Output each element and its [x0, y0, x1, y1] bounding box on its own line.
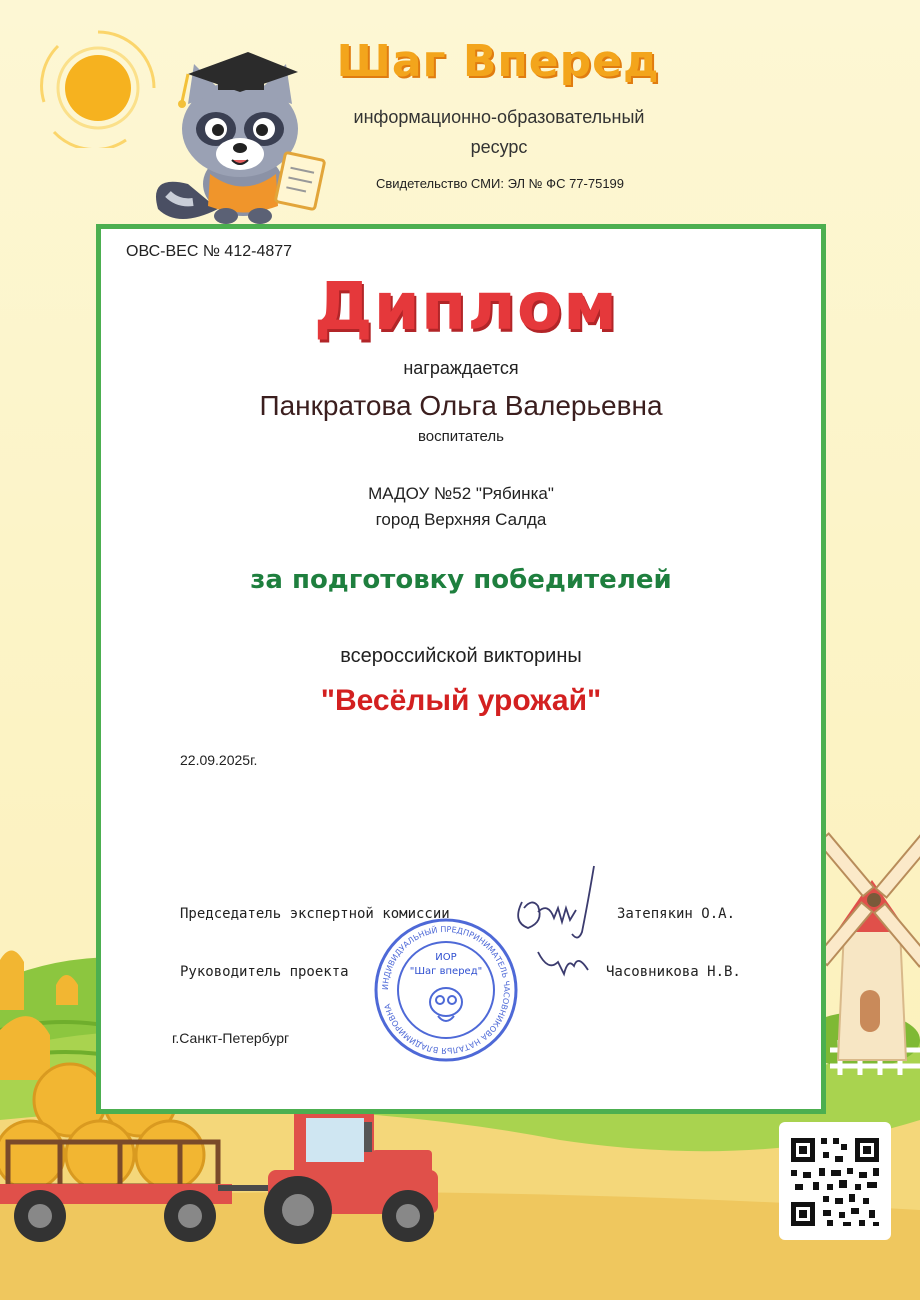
chair-name: Затепякин О.А. [617, 906, 736, 922]
signature [508, 862, 618, 992]
organization-block [96, 481, 826, 533]
awarded-text: награждается [403, 358, 519, 378]
brand-title: Шаг Вперед [336, 36, 660, 87]
organization-city: город Верхняя Салда [375, 510, 547, 529]
chair-label: Председатель экспертной комиссии [180, 906, 450, 922]
award-reason: за подготовку победителей [250, 565, 672, 595]
stamp-ring-text: ИНДИВИДУАЛЬНЫЙ ПРЕДПРИНИМАТЕЛЬ ЧАСОВНИКОВА НАТАЛЬЯ ВЛАДИМИРОВНА [380, 924, 512, 1056]
event-type: всероссийской викторины [340, 645, 582, 667]
lead-label: Руководитель проекта [180, 964, 349, 980]
stamp-center-line-1: ИОР [435, 952, 457, 963]
issue-city: г.Санкт-Петербург [172, 1030, 290, 1046]
lead-name: Часовникова Н.В. [606, 964, 741, 980]
qr-code[interactable] [779, 1122, 891, 1240]
stamp-center-line-2: "Шаг вперед" [409, 966, 483, 977]
event-name: "Весёлый урожай" [320, 684, 602, 717]
qr-code-graphic [779, 1122, 891, 1240]
issue-date: 22.09.2025г. [180, 752, 258, 768]
recipient-name: Панкратова Ольга Валерьевна [259, 390, 663, 421]
svg-text:ИНДИВИДУАЛЬНЫЙ ПРЕДПРИНИМАТЕЛЬ [381, 924, 511, 1055]
raccoon-mascot [148, 34, 338, 226]
sun-icon [38, 28, 158, 148]
registration-number: ОВС-ВЕС № 412-4877 [126, 243, 293, 260]
organization-name: МАДОУ №52 "Рябинка" [368, 484, 554, 503]
official-stamp [372, 916, 520, 1064]
brand-subtitle-line-2: ресурс [470, 137, 528, 157]
recipient-position: воспитатель [418, 428, 504, 445]
brand-subtitle-line-1: информационно-образовательный [353, 107, 645, 127]
tractor [218, 1098, 458, 1248]
diploma-title: Диплом [313, 268, 619, 345]
brand-subtitle [318, 102, 680, 162]
windmill [824, 820, 920, 1070]
media-certificate: Свидетельство СМИ: ЭЛ № ФС 77-75199 [375, 176, 625, 191]
